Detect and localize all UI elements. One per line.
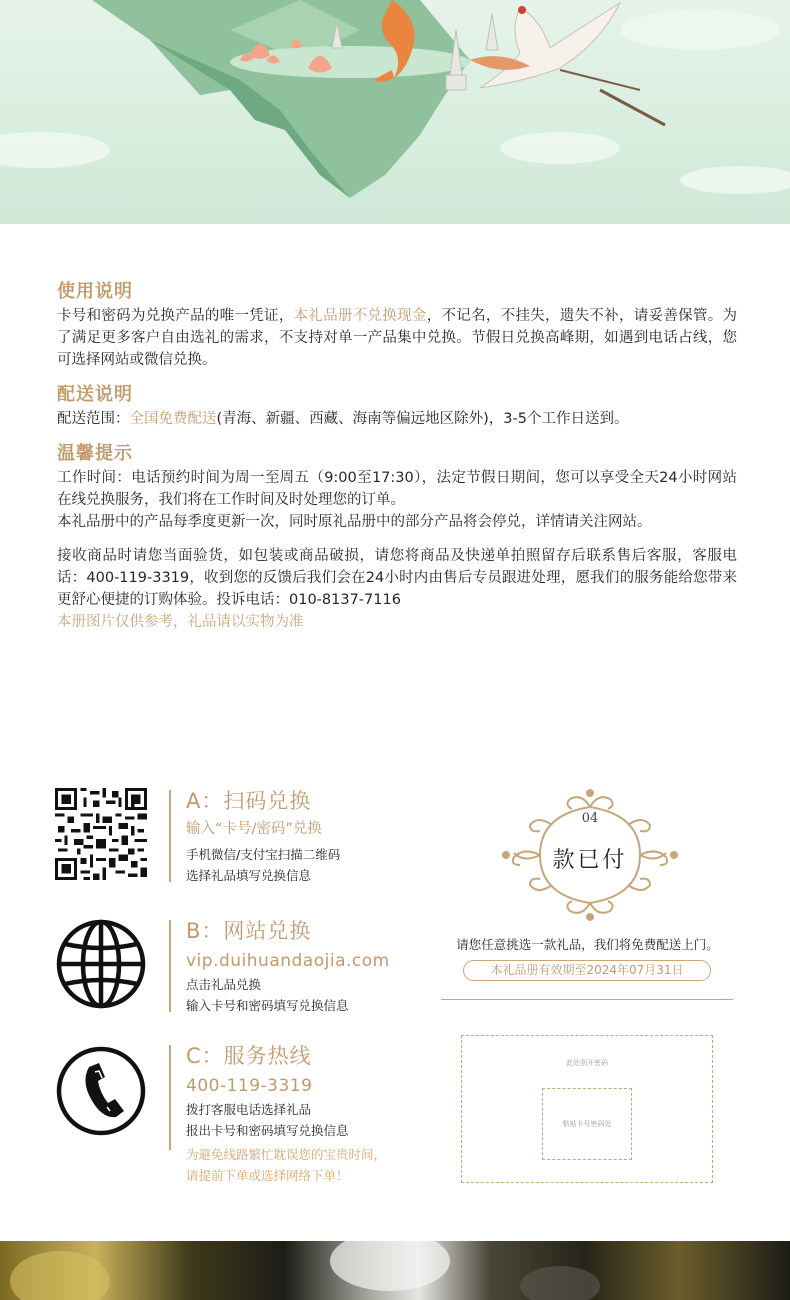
tips-working-hours: 工作时间：电话预约时间为周一至周五（9:00至17:30），法定节假日期间，您可以享受全天24小时网站在线兑换服务，我们将在工作时间及时处理您的订单。: [57, 470, 737, 508]
phone-icon: [55, 1045, 147, 1137]
tips-update-notice: 本礼品册中的产品每季度更新一次，同时原礼品册中的部分产品将会停兑，详情请关注网站。: [57, 514, 652, 530]
method-hotline: [55, 1043, 425, 1193]
exchange-website-link[interactable]: vip.duihuandaojia.com: [186, 951, 390, 971]
method-hotline-text: [186, 1043, 426, 1186]
usage-text: 卡号和密码为兑换产品的唯一凭证，本礼品册不兑换现金，不记名，不挂失，遗失不补，请妥善保管。为了满足更多客户自由选礼的需求，不支持对单一产品集中兑换。节假日兑换高峰期，如遇到电话占线，您可选择网站或微信兑换。: [57, 308, 738, 368]
tips-title: 温馨提示: [57, 443, 133, 464]
validity-badge: 本礼品册有效期至2024年07月31日: [463, 960, 711, 981]
scratch-area[interactable]: [461, 1035, 713, 1183]
method-website-title: B：网站兑换: [186, 919, 312, 943]
free-delivery-promise: 请您任意挑选一款礼品，我们将免费配送上门。: [456, 937, 719, 952]
stamp-text: 款已付: [552, 848, 628, 873]
hero-illustration: [0, 0, 790, 224]
delivery-title: 配送说明: [57, 384, 133, 405]
image-disclaimer: 本册图片仅供参考，礼品请以实物为准: [57, 614, 304, 630]
paid-stamp: [500, 785, 680, 925]
stamp-number: 04: [581, 811, 599, 826]
method-website-exchange: [55, 918, 425, 1013]
delivery-text: 配送范围：全国免费配送(青海、新疆、西藏、海南等偏远地区除外)，3-5个工作日送到。: [57, 411, 629, 427]
method-website-line1: 点击礼品兑换: [186, 977, 262, 992]
instructions-section: [57, 280, 737, 645]
tips-aftersales: 接收商品时请您当面验货，如包装或商品破损，请您将商品及快递单拍照留存后联系售后客服，客服电话：400-119-3319，收到您的反馈后我们会在24小时内由售后专员跟进处理，愿我们的服务能给您带来更舒心便捷的订购体验。投诉电话：010-8137-7116: [57, 548, 737, 608]
divider-line: [169, 1045, 171, 1150]
globe-icon: [55, 918, 147, 1010]
method-hotline-line2: 报出卡号和密码填写兑换信息: [186, 1123, 349, 1138]
hotline-warning-line2: 请提前下单或选择网络下单！: [186, 1168, 349, 1183]
qr-code-icon[interactable]: [55, 788, 147, 880]
tips-section: [57, 442, 737, 633]
delivery-section: [57, 383, 737, 430]
method-hotline-line1: 拨打客服电话选择礼品: [186, 1102, 312, 1117]
divider-line: [169, 790, 171, 882]
hotline-number[interactable]: 400-119-3319: [186, 1076, 313, 1096]
usage-title: 使用说明: [57, 281, 133, 302]
method-qr-text: [186, 788, 426, 886]
method-qr-exchange: [55, 788, 425, 883]
method-qr-line1: 手机微信/支付宝扫描二维码: [186, 847, 341, 862]
method-website-line2: 输入卡号和密码填写兑换信息: [186, 998, 349, 1013]
bottom-photo: [0, 1241, 790, 1300]
method-qr-title: A：扫码兑换: [186, 789, 312, 813]
no-cash-highlight: 本礼品册不兑换现金: [293, 308, 427, 324]
method-website-text: [186, 918, 426, 1016]
scratch-label: 此处刮开密码: [566, 1059, 608, 1067]
hero-banner: [0, 0, 790, 224]
free-delivery-highlight: 全国免费配送: [129, 411, 217, 427]
sticker-label: 粘贴卡号密码处: [562, 1120, 612, 1128]
method-hotline-title: C：服务热线: [186, 1044, 312, 1068]
section-divider: [441, 999, 733, 1000]
card-sticker-area: [542, 1088, 632, 1160]
divider-line: [169, 920, 171, 1012]
usage-section: [57, 280, 737, 371]
hotline-warning-line1: 为避免线路繁忙耽误您的宝贵时间，: [186, 1147, 387, 1162]
method-qr-line2: 选择礼品填写兑换信息: [186, 868, 312, 883]
method-qr-subtitle: 输入“卡号/密码”兑换: [186, 821, 322, 837]
bottom-photo-strip: [0, 1241, 790, 1300]
